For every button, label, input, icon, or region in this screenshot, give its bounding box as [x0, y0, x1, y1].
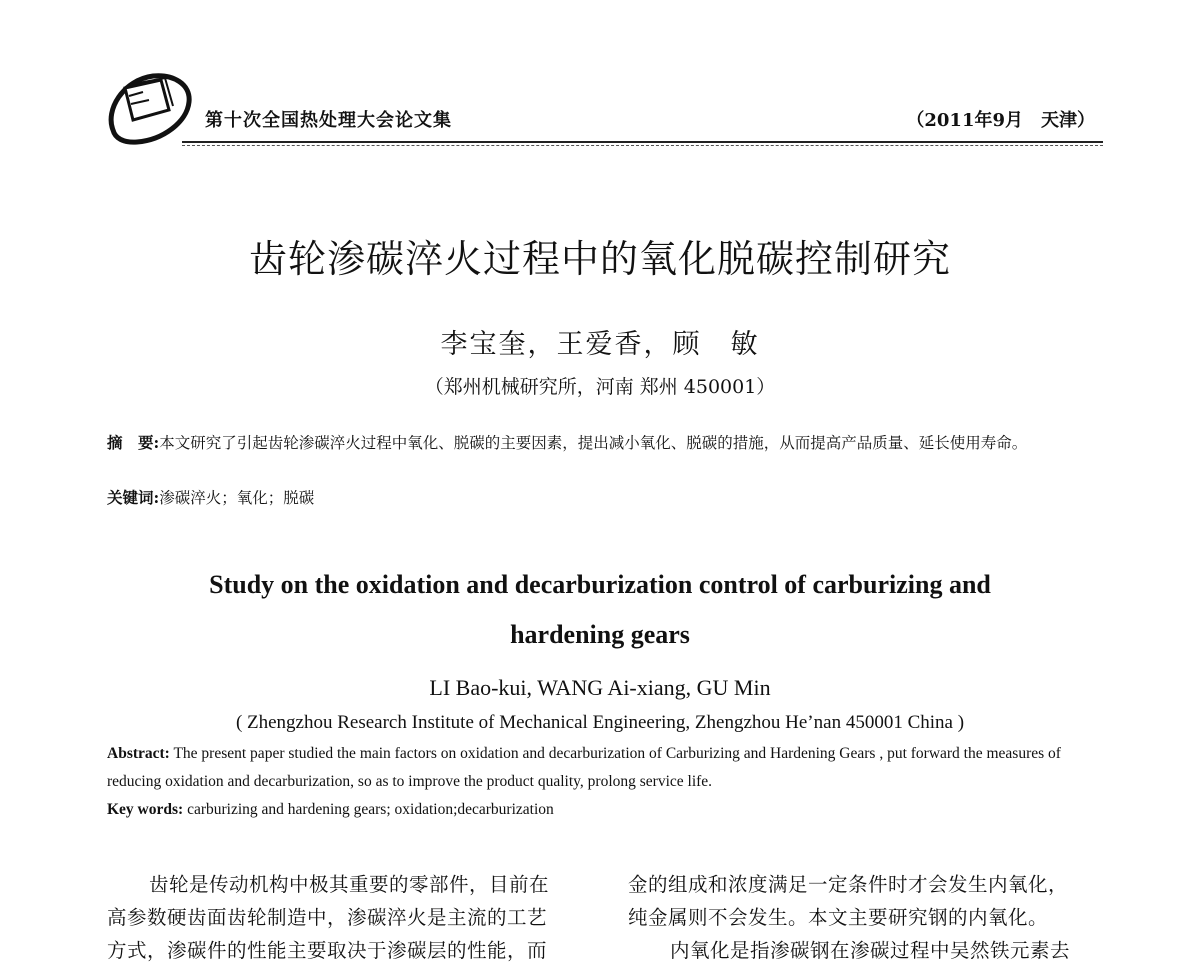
affiliation-cn: （郑州机械研究所，河南 郑州 450001） — [424, 376, 776, 398]
body-column-right — [628, 868, 1102, 967]
journal-title: 第十次全国热处理大会论文集 — [205, 110, 452, 131]
journal-logo-icon — [103, 70, 195, 146]
paper-title-cn: 齿轮渗碳淬火过程中的氧化脱碳控制研究 — [248, 237, 951, 281]
paper-title-en-line2: hardening gears — [510, 620, 690, 649]
abstract-cn — [107, 428, 1100, 458]
affiliation-en: ( Zhengzhou Research Institute of Mechanical Engineering, Zhengzhou He’nan 450001 China ) — [235, 712, 965, 733]
keywords-en-text: carburizing and hardening gears; oxidation;decarburization — [187, 801, 554, 818]
header-rule-dashed — [182, 145, 1103, 146]
abstract-cn-text: 本文研究了引起齿轮渗碳淬火过程中氧化、脱碳的主要因素，提出减小氧化、脱碳的措施，从而提高产品质量、延长使用寿命。 — [159, 434, 1028, 452]
abstract-en-text: The present paper studied the main factors on oxidation and decarburization of Carburizing and Hardening Gears , put forward the measures of reducing oxidation and decarburization, so as to improve the product quality, prolong service life. — [107, 745, 1061, 790]
body-line: 高参数硬齿面齿轮制造中，渗碳淬火是主流的工艺 — [107, 906, 548, 929]
keywords-cn-label: 关键词: — [107, 488, 160, 507]
authors-en: LI Bao-kui, WANG Ai-xiang, GU Min — [429, 675, 771, 700]
abstract-en — [107, 740, 1105, 796]
body-line: 齿轮是传动机构中极其重要的零部件，目前在 — [149, 873, 550, 896]
abstract-en-label: Abstract: — [107, 745, 170, 762]
body-column-left — [107, 868, 587, 967]
paper-title-en-line1: Study on the oxidation and decarburization control of carburizing and — [209, 570, 991, 599]
keywords-en — [107, 801, 554, 819]
body-line: 纯金属则不会发生。本文主要研究钢的内氧化。 — [628, 906, 1049, 929]
authors-cn: 李宝奎，王爱香，顾 敏 — [440, 329, 760, 360]
body-line: 内氧化是指渗碳钢在渗碳过程中吴然铁元素去 — [670, 939, 1071, 962]
keywords-en-label: Key words: — [107, 801, 184, 818]
keywords-cn-text: 渗碳淬火；氧化；脱碳 — [159, 489, 315, 507]
abstract-cn-label: 摘 要: — [107, 433, 160, 452]
keywords-cn — [107, 486, 314, 508]
body-line: 金的组成和浓度满足一定条件时才会发生内氧化， — [628, 873, 1069, 896]
body-line: 方式，渗碳件的性能主要取决于渗碳层的性能，而 — [107, 939, 548, 962]
journal-date: （2011年9月 天津） — [906, 110, 1095, 131]
header-rule — [182, 141, 1103, 143]
